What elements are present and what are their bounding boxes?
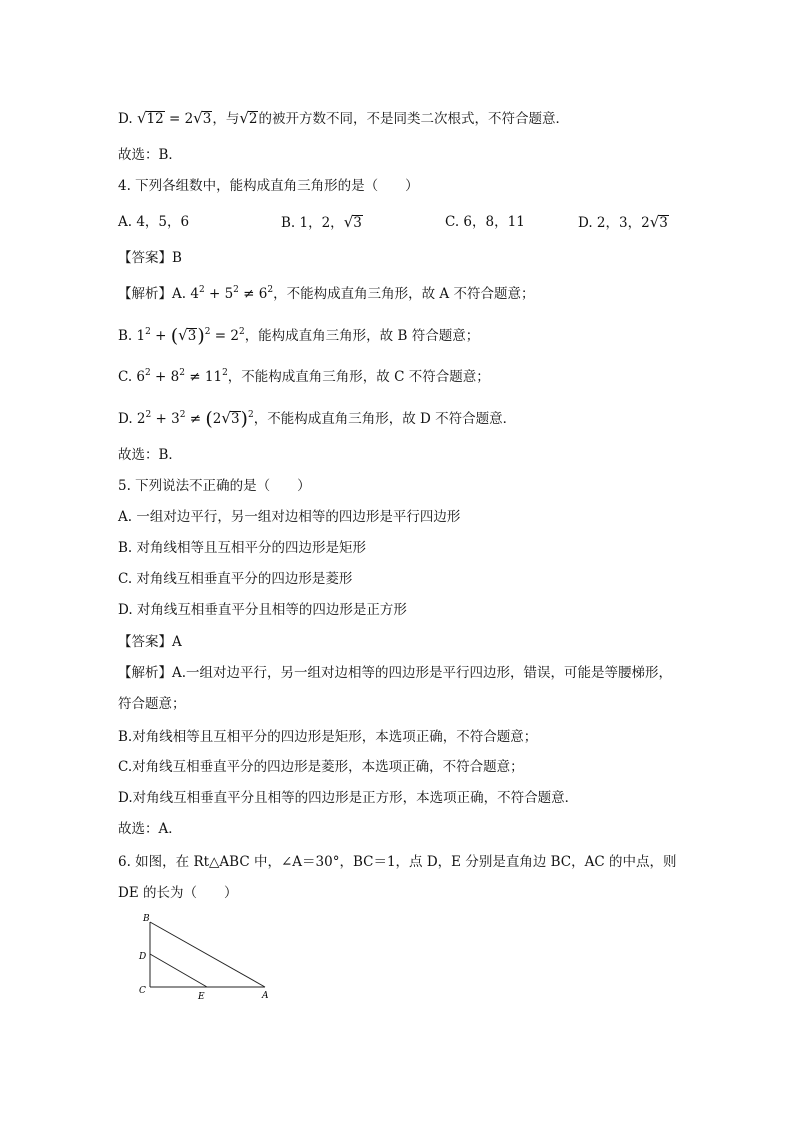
q5-analysis-a-cont: 符合题意； [118,696,186,712]
label-b: B [143,914,150,924]
q5-analysis-c: C.对角线互相垂直平分的四边形是菱形，本选项正确，不符合题意； [118,759,524,775]
q3-conclusion: 故选：B． [118,147,182,163]
q4-option-b: B. 1，2，√3 [281,213,362,231]
q4-analysis-c: C. $6^2 + 8^2 \ne 11^2$，不能构成直角三角形，故 C 不符合题意； [118,368,490,385]
q4-option-d: D. 2，3，2√3 [578,213,668,231]
q6-stem: 6. 如图，在 Rt△ABC 中，∠A＝30°，BC＝1，点 D，E 分别是直角边 BC，AC 的中点，则 [118,854,677,870]
q4-option-c: C. 6，8，11 [445,214,525,230]
q3-option-d-analysis: D. √12 = 2√3，与√2的被开方数不同，不是同类二次根式，不符合题意． [118,109,569,127]
q4-analysis-d: D. $2^2 + 3^2 \ne (2√3)^2$，不能构成直角三角形，故 D 不符合题意． [118,408,517,430]
q4-conclusion: 故选：B． [118,447,182,463]
label-a: A [262,991,269,1001]
q5-analysis-a: 【解析】A.一组对边平行，另一组对边相等的四边形是平行四边形，错误，可能是等腰梯形， [118,665,673,681]
q4-option-a: A. 4，5，6 [118,214,190,230]
q5-analysis-d: D.对角线互相垂直平分且相等的四边形是正方形，本选项正确，不符合题意． [118,790,579,806]
q5-option-b: B. 对角线相等且互相平分的四边形是矩形 [118,540,367,556]
q4-stem: 4. 下列各组数中，能构成直角三角形的是（ ） [118,178,419,194]
q5-analysis-b: B.对角线相等且互相平分的四边形是矩形，本选项正确，不符合题意； [118,729,538,745]
q5-option-c: C. 对角线互相垂直平分的四边形是菱形 [118,571,353,587]
q4-analysis-a: 【解析】A. $4^2 + 5^2 \ne 6^2$，不能构成直角三角形，故 A 不符合题意； [118,285,535,302]
hypotenuse-ba [150,922,265,987]
label-c: C [139,986,146,996]
q5-option-d: D. 对角线互相垂直平分且相等的四边形是正方形 [118,602,407,618]
q5-answer: 【答案】A [118,634,182,650]
q5-option-a: A. 一组对边平行，另一组对边相等的四边形是平行四边形 [118,509,461,525]
q6-stem-cont: DE 的长为（ ） [118,885,238,901]
q5-conclusion: 故选：A． [118,821,182,837]
midline-de [150,954,207,987]
triangle-figure [135,908,280,1003]
label-d: D [139,952,147,962]
q4-answer: 【答案】B [118,250,182,266]
q5-stem: 5. 下列说法不正确的是（ ） [118,478,311,494]
q4-analysis-b: B. $1^2 + (√3)^2 = 2^2$，能构成直角三角形，故 B 符合题意； [118,325,480,347]
label-e: E [198,992,205,1002]
